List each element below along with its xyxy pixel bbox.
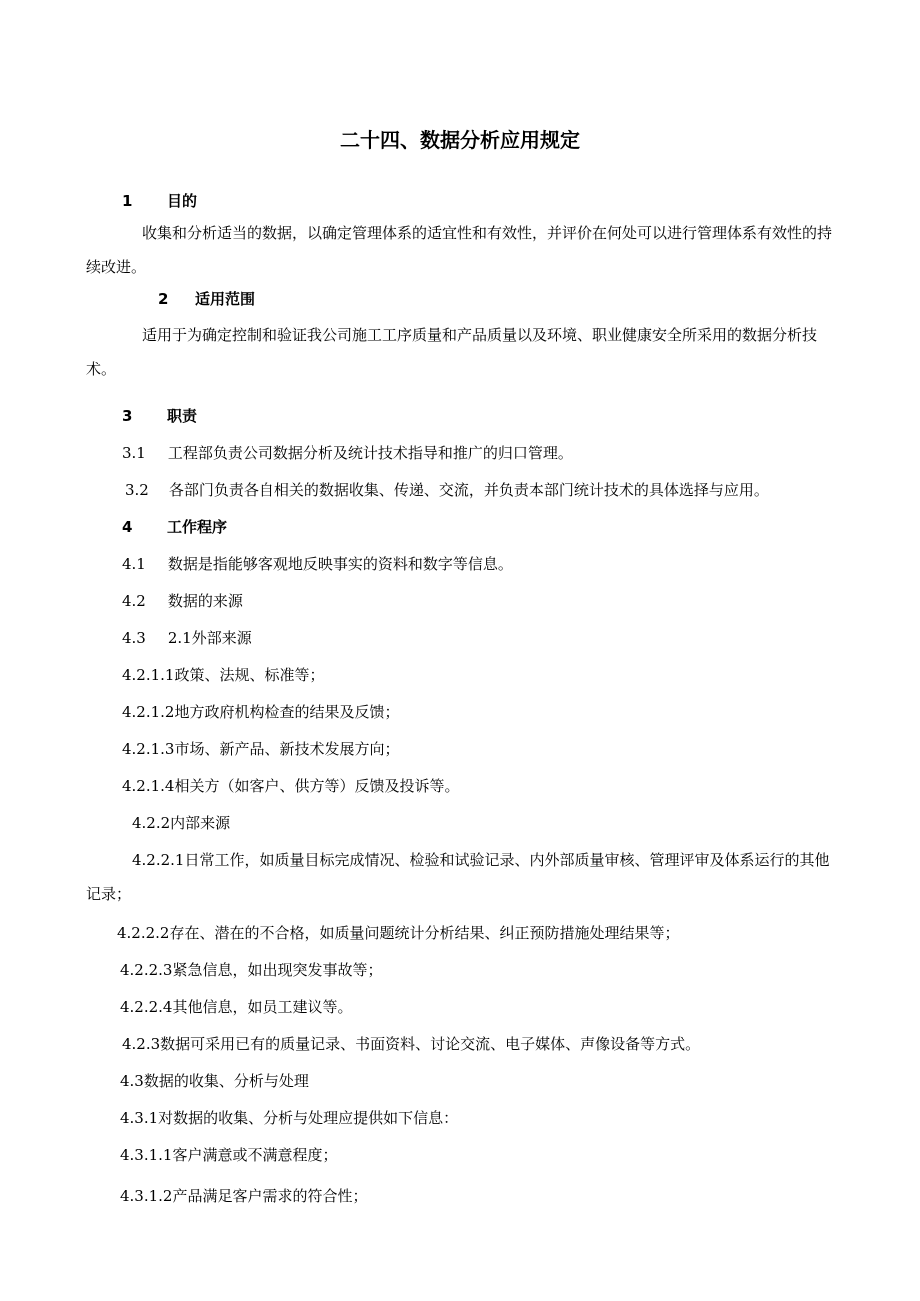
section-number: 4: [122, 518, 133, 536]
section-number: 2: [158, 290, 169, 308]
section-title: 适用范围: [195, 290, 256, 308]
clause-text: 2.1外部来源: [167, 629, 252, 647]
clause-line: 4.2.2.3紧急信息，如出现突发事故等；: [120, 961, 383, 979]
section-number: 3: [122, 407, 133, 425]
section-title: 目的: [167, 192, 198, 210]
clause-text: 数据是指能够客观地反映事实的资料和数字等信息。: [167, 555, 513, 573]
clause-number: 4.3: [122, 629, 146, 647]
clause-text: 工程部负责公司数据分析及统计技术指导和推广的归口管理。: [167, 444, 573, 462]
clause-number: 4.2: [122, 592, 146, 610]
clause-line: 4.3.1.1客户满意或不满意程度；: [120, 1146, 338, 1164]
clause-line: 4.2.1.2地方政府机构检查的结果及反馈；: [122, 703, 400, 721]
clause-3-2: [125, 479, 769, 501]
section-2-heading: [158, 288, 256, 310]
document-title: 二十四、数据分析应用规定: [340, 128, 580, 152]
clause-4-1: [122, 553, 513, 575]
clause-text: 各部门负责各自相关的数据收集、传递、交流，并负责本部门统计技术的具体选择与应用。: [168, 481, 769, 499]
clause-line: 4.2.2内部来源: [132, 814, 231, 832]
clause-line: 4.2.2.4其他信息，如员工建议等。: [120, 998, 353, 1016]
clause-number: 3.2: [125, 481, 149, 499]
section-number: 1: [122, 192, 133, 210]
section-title: 职责: [167, 407, 198, 425]
clause-line: 4.3.1.2产品满足客户需求的符合性；: [120, 1187, 368, 1205]
clause-text: 数据的来源: [167, 592, 243, 610]
clause-number: 3.1: [122, 444, 146, 462]
section-1-heading: [122, 190, 198, 212]
clause-line: 4.3数据的收集、分析与处理: [120, 1072, 309, 1090]
clause-line: 4.3.1对数据的收集、分析与处理应提供如下信息：: [120, 1109, 459, 1127]
clause-number: 4.1: [122, 555, 146, 573]
clause-line: 4.2.2.2存在、潜在的不合格，如质量问题统计分析结果、纠正预防措施处理结果等；: [117, 924, 680, 942]
clause-3-1: [122, 442, 573, 464]
clause-line: 4.2.3数据可采用已有的质量记录、书面资料、讨论交流、电子媒体、声像设备等方式。: [122, 1035, 701, 1053]
section-title: 工作程序: [167, 518, 228, 536]
section-4-heading: [122, 516, 228, 538]
clause-line: 4.2.1.4相关方（如客户、供方等）反馈及投诉等。: [122, 777, 460, 795]
clause-line: 4.2.1.3市场、新产品、新技术发展方向；: [122, 740, 400, 758]
section-2-body: 适用于为确定控制和验证我公司施工工序质量和产品质量以及环境、职业健康安全所采用的数据分析技术。: [86, 326, 818, 378]
section-1-body: 收集和分析适当的数据，以确定管理体系的适宜性和有效性，并评价在何处可以进行管理体系有效性的持续改进。: [86, 224, 833, 276]
clause-4-3: [122, 627, 252, 649]
clause-line: 4.2.1.1政策、法规、标准等；: [122, 666, 325, 684]
section-3-heading: [122, 405, 198, 427]
clause-4-2: [122, 590, 243, 612]
clause-paragraph: 4.2.2.1日常工作，如质量目标完成情况、检验和试验记录、内外部质量审核、管理评审及体系运行的其他记录；: [86, 851, 830, 903]
